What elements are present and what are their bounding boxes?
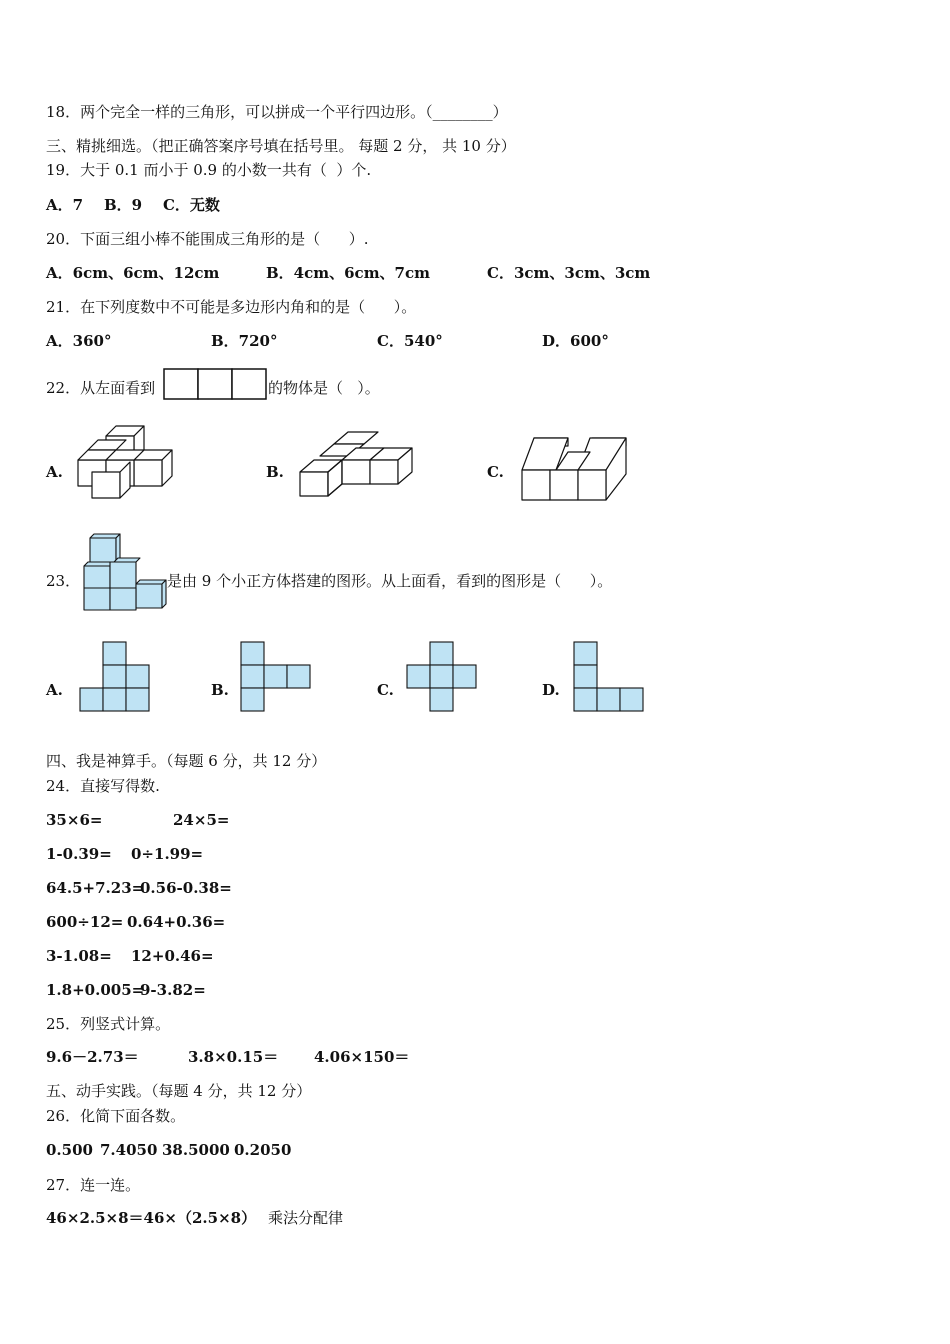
- q22-option-c-label: C.: [487, 463, 504, 481]
- q24-row2-right: 0÷1.99=: [131, 845, 204, 863]
- section5-heading: 五、动手实践。（每题 4 分，共 12 分）: [46, 1082, 312, 1100]
- q24-row4-right: 0.64+0.36=: [127, 913, 226, 931]
- q20-option-a: A．6cm、6cm、12cm: [46, 264, 220, 282]
- q24-row3-left: 64.5+7.23=: [46, 879, 145, 897]
- q22-option-b-figure: [296, 430, 420, 498]
- q19-options: A．7 B．9 C．无数: [46, 196, 220, 214]
- q20-option-b: B．4cm、6cm、7cm: [266, 264, 431, 282]
- q23-option-a-figure: [79, 641, 151, 713]
- q25-item-3: 4.06×150＝: [314, 1048, 410, 1066]
- q22-option-b-label: B.: [266, 463, 284, 481]
- q23-option-d-figure: [573, 641, 645, 713]
- q22-option-a-figure: [74, 424, 178, 500]
- q25-item-2: 3.8×0.15＝: [188, 1048, 279, 1066]
- q23-option-a-label: A.: [46, 681, 63, 699]
- q21-option-c: C．540°: [377, 332, 443, 350]
- q26-item-3: 38.5000: [162, 1141, 230, 1159]
- q22-option-a-label: A.: [46, 463, 63, 481]
- q19-stem: 19．大于 0.1 而小于 0.9 的小数一共有（ ）个.: [46, 161, 372, 179]
- q18-text: 18．两个完全一样的三角形，可以拼成一个平行四边形。（________）: [46, 103, 508, 121]
- q23-option-c-label: C.: [377, 681, 394, 699]
- q24-row1-left: 35×6=: [46, 811, 103, 829]
- q26-item-4: 0.2050: [234, 1141, 292, 1159]
- q24-row6-left: 1.8+0.005=: [46, 981, 145, 999]
- q21-option-a: A．360°: [46, 332, 112, 350]
- q23-option-b-figure: [240, 641, 312, 713]
- q22-option-c-figure: [518, 434, 632, 502]
- q21-option-b: B．720°: [211, 332, 278, 350]
- q22-stem-after: 的物体是（ ）。: [268, 379, 380, 397]
- q27-stem: 27．连一连。: [46, 1176, 141, 1194]
- q21-stem: 21．在下列度数中不可能是多边形内角和的是（ ）。: [46, 298, 417, 316]
- q22-stem-before: 22．从左面看到: [46, 379, 156, 397]
- q23-option-d-label: D.: [542, 681, 560, 699]
- q24-row3-right: 0.56-0.38=: [140, 879, 232, 897]
- q25-item-1: 9.6－2.73＝: [46, 1048, 139, 1066]
- q24-row5-left: 3-1.08=: [46, 947, 112, 965]
- q27-expression: 46×2.5×8＝46×（2.5×8）: [46, 1209, 257, 1227]
- q27-law: 乘法分配律: [268, 1209, 344, 1227]
- q23-cube-stack-figure: [80, 532, 168, 612]
- q24-row4-left: 600÷12=: [46, 913, 124, 931]
- section4-heading: 四、我是神算手。（每题 6 分，共 12 分）: [46, 752, 327, 770]
- q20-stem: 20．下面三组小棒不能围成三角形的是（ ）.: [46, 230, 369, 248]
- q23-stem: 是由 9 个小正方体搭建的图形。从上面看，看到的图形是（ ）。: [167, 572, 613, 590]
- q23-option-c-figure: [406, 641, 478, 713]
- q23-option-b-label: B.: [211, 681, 229, 699]
- q24-row6-right: 9-3.82=: [140, 981, 206, 999]
- q26-item-2: 7.4050: [100, 1141, 158, 1159]
- q24-row2-left: 1-0.39=: [46, 845, 112, 863]
- q24-row1-right: 24×5=: [173, 811, 230, 829]
- q24-stem: 24．直接写得数.: [46, 777, 160, 795]
- q21-option-d: D．600°: [542, 332, 609, 350]
- section3-heading: 三、精挑细选。（把正确答案序号填在括号里。 每题 2 分， 共 10 分）: [46, 137, 516, 155]
- q26-stem: 26．化简下面各数。: [46, 1107, 186, 1125]
- q25-stem: 25．列竖式计算。: [46, 1015, 171, 1033]
- q22-left-view-figure: [163, 368, 267, 400]
- q23-number: 23．: [46, 572, 81, 590]
- q24-row5-right: 12+0.46=: [131, 947, 214, 965]
- q26-item-1: 0.500: [46, 1141, 93, 1159]
- q20-option-c: C．3cm、3cm、3cm: [487, 264, 651, 282]
